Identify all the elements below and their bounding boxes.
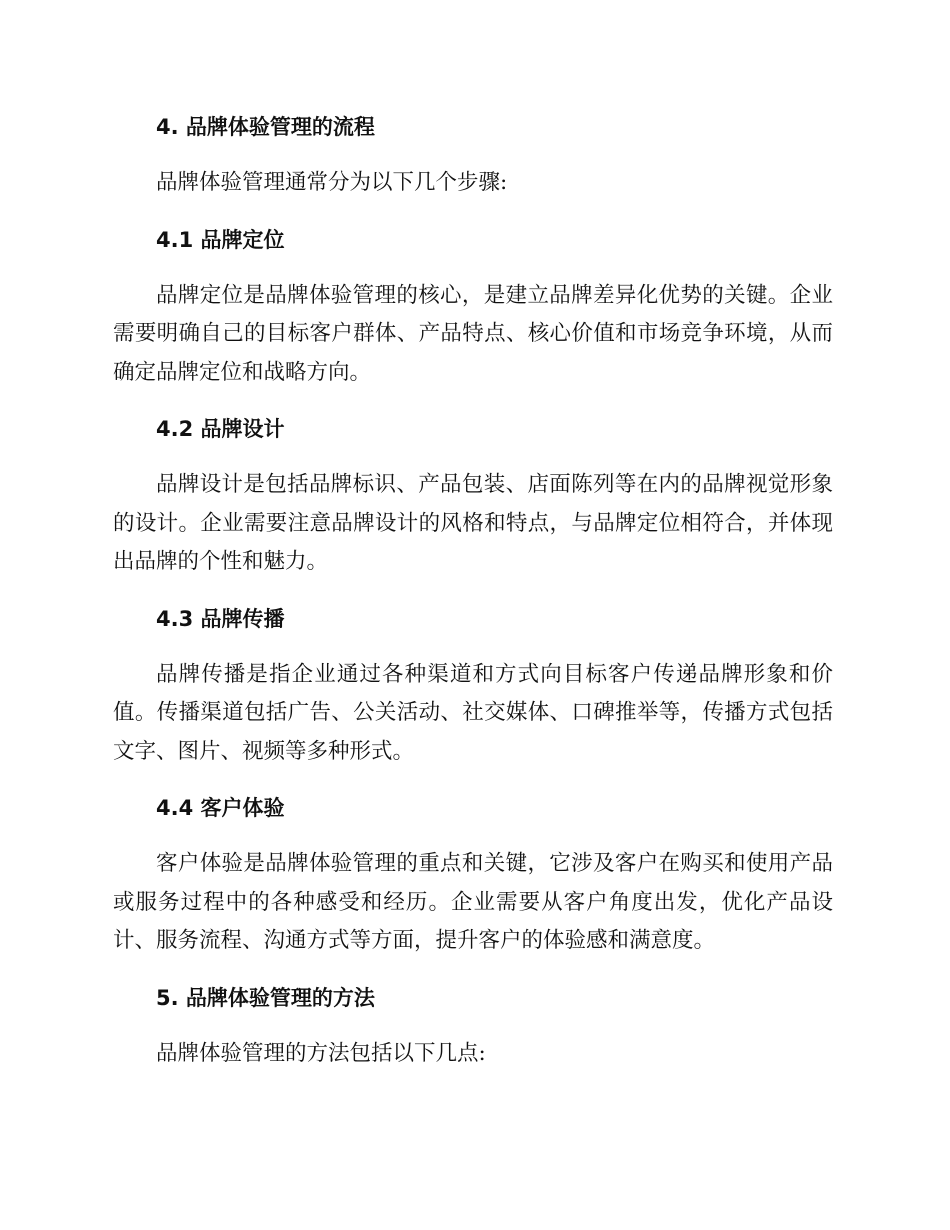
section-heading-4: 4. 品牌体验管理的流程 <box>156 115 375 139</box>
section-heading-4-3: 4.3 品牌传播 <box>156 606 285 631</box>
section-heading-4-4: 4.4 客户体验 <box>156 796 285 820</box>
section-heading-4-2: 4.2 品牌设计 <box>156 417 285 441</box>
section-5-intro-paragraph: 品牌体验管理的方法包括以下几点: <box>156 1040 486 1066</box>
section-4-4-paragraph: 客户体验是品牌体验管理的重点和关键，它涉及客户在购买和使用产品或服务过程中的各种感受和经历。企业需要从客户角度出发，优化产品设计、服务流程、沟通方式等方面，提升客户的体验感和满意度。 <box>113 851 833 953</box>
section-4-1-paragraph: 品牌定位是品牌体验管理的核心，是建立品牌差异化优势的关键。企业需要明确自己的目标客户群体、产品特点、核心价值和市场竞争环境，从而确定品牌定位和战略方向。 <box>113 282 833 385</box>
section-heading-4-1: 4.1 品牌定位 <box>156 227 285 252</box>
section-heading-5: 5. 品牌体验管理的方法 <box>156 985 375 1010</box>
section-4-intro-paragraph: 品牌体验管理通常分为以下几个步骤: <box>156 170 508 195</box>
section-4-2-paragraph: 品牌设计是包括品牌标识、产品包装、店面陈列等在内的品牌视觉形象的设计。企业需要注意品牌设计的风格和特点，与品牌定位相符合，并体现出品牌的个性和魅力。 <box>113 472 833 574</box>
section-4-3-paragraph: 品牌传播是指企业通过各种渠道和方式向目标客户传递品牌形象和价值。传播渠道包括广告、公关活动、社交媒体、口碑推举等，传播方式包括文字、图片、视频等多种形式。 <box>113 661 833 764</box>
document-body <box>113 108 833 1073</box>
